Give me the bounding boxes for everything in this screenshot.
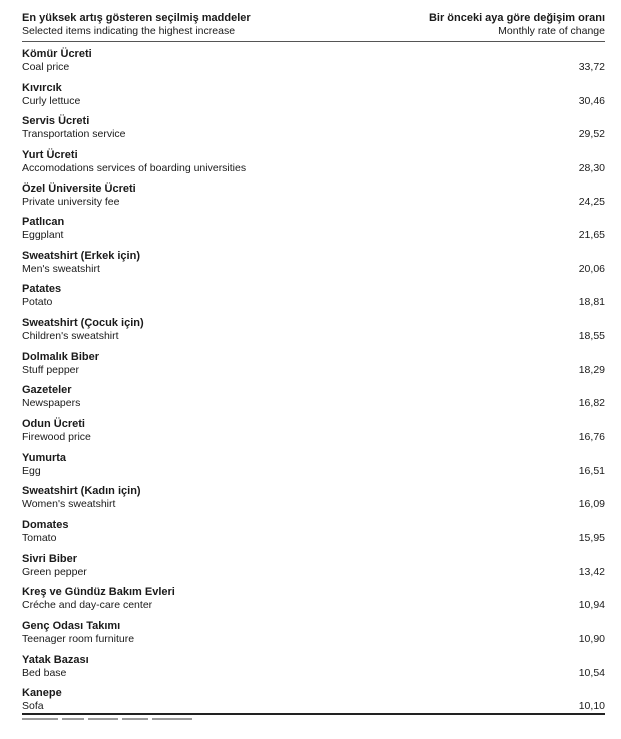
item-rate-value: 10,94	[578, 599, 605, 612]
item-name-en: Eggplant	[22, 229, 64, 242]
item-rate-value: 16,82	[578, 397, 605, 410]
table-row	[22, 182, 605, 216]
item-name-tr: Yatak Bazası	[22, 653, 89, 666]
item-name-tr: Gazeteler	[22, 384, 72, 397]
table-row	[22, 383, 605, 417]
item-name-tr: Yumurta	[22, 451, 67, 464]
item-name-tr: Sweatshirt (Erkek için)	[22, 249, 140, 262]
item-name-en: Coal price	[22, 61, 70, 73]
header-divider	[22, 41, 605, 42]
item-name-en: Women's sweatshirt	[22, 498, 116, 511]
table-row	[22, 585, 605, 619]
item-name-en: Green pepper	[22, 565, 87, 578]
table-body	[22, 47, 605, 720]
item-rate-value: 18,29	[578, 363, 605, 376]
item-name-en: Tomato	[22, 531, 57, 544]
header-items-title-en: Selected items indicating the highest increase	[22, 25, 236, 37]
header-rate-title-en: Monthly rate of change	[498, 25, 605, 37]
item-name-en: Children's sweatshirt	[22, 330, 119, 343]
table-row	[22, 552, 605, 586]
item-rate-value: 20,06	[578, 262, 605, 275]
item-name-en: Sofa	[22, 700, 44, 713]
item-name-en: Newspapers	[22, 397, 81, 410]
item-name-tr: Sivri Biber	[22, 552, 78, 565]
item-rate-value: 16,76	[578, 431, 605, 444]
table-row	[22, 350, 605, 384]
item-rate-value: 28,30	[578, 161, 605, 174]
item-name-tr: Kreş ve Gündüz Bakım Evleri	[22, 586, 175, 599]
table-row	[22, 114, 605, 148]
table-row	[22, 81, 605, 115]
cropped-footnote	[22, 718, 212, 726]
item-name-tr: Kanepe	[22, 687, 62, 700]
item-rate-value: 16,09	[578, 498, 605, 511]
table-row	[22, 451, 605, 485]
item-name-tr: Sweatshirt (Kadın için)	[22, 485, 141, 498]
item-name-tr: Domates	[22, 518, 69, 531]
item-name-en: Egg	[22, 464, 41, 477]
item-name-tr: Genç Odası Takımı	[22, 619, 121, 632]
item-rate-value: 18,81	[578, 296, 605, 309]
item-rate-value: 15,95	[578, 531, 605, 544]
item-rate-value: 29,52	[578, 128, 605, 141]
item-name-tr: Sweatshirt (Çocuk için)	[22, 317, 144, 330]
item-rate-value: 33,72	[578, 61, 605, 73]
item-name-en: Créche and day-care center	[22, 599, 153, 612]
item-rate-value: 30,46	[578, 94, 605, 107]
header-items-column	[22, 11, 251, 38]
item-name-en: Stuff pepper	[22, 363, 80, 376]
table-row	[22, 619, 605, 653]
header-rate-title-tr: Bir önceki aya göre değişim oranı	[428, 12, 605, 24]
table-row	[22, 249, 605, 283]
item-name-tr: Odun Ücreti	[22, 418, 85, 431]
item-rate-value: 24,25	[578, 195, 605, 208]
item-rate-value: 21,65	[578, 229, 605, 242]
table-row	[22, 316, 605, 350]
item-rate-value: 10,10	[578, 700, 605, 713]
table-row	[22, 47, 605, 81]
item-rate-value: 10,90	[578, 632, 605, 645]
item-name-en: Curly lettuce	[22, 94, 81, 107]
table-bottom-rule	[22, 713, 605, 715]
header-items-title-tr: En yüksek artış gösteren seçilmiş maddeler	[22, 12, 251, 24]
item-name-en: Private university fee	[22, 195, 120, 208]
item-name-en: Men's sweatshirt	[22, 262, 100, 275]
table-row	[22, 282, 605, 316]
item-name-tr: Patates	[22, 283, 62, 296]
item-rate-value: 13,42	[578, 565, 605, 578]
item-name-en: Firewood price	[22, 431, 91, 444]
table-header	[22, 11, 605, 42]
table-row	[22, 215, 605, 249]
table-row	[22, 653, 605, 687]
table-row	[22, 148, 605, 182]
header-rate-column	[429, 11, 605, 38]
table-row	[22, 484, 605, 518]
item-name-en: Accomodations services of boarding universities	[22, 161, 247, 174]
table-row	[22, 518, 605, 552]
item-name-en: Bed base	[22, 666, 67, 679]
item-rate-value: 16,51	[578, 464, 605, 477]
item-name-tr: Yurt Ücreti	[22, 148, 78, 161]
item-name-en: Transportation service	[22, 128, 126, 141]
item-name-en: Potato	[22, 296, 53, 309]
table-page	[22, 11, 605, 720]
item-rate-value: 10,54	[578, 666, 605, 679]
item-name-tr: Özel Üniversite Ücreti	[22, 182, 136, 195]
table-row	[22, 417, 605, 451]
item-name-tr: Kömür Ücreti	[22, 48, 92, 60]
item-name-tr: Kıvırcık	[22, 81, 62, 94]
item-name-en: Teenager room furniture	[22, 632, 135, 645]
item-name-tr: Dolmalık Biber	[22, 350, 100, 363]
item-rate-value: 18,55	[578, 330, 605, 343]
item-name-tr: Patlıcan	[22, 216, 65, 229]
item-name-tr: Servis Ücreti	[22, 115, 90, 128]
